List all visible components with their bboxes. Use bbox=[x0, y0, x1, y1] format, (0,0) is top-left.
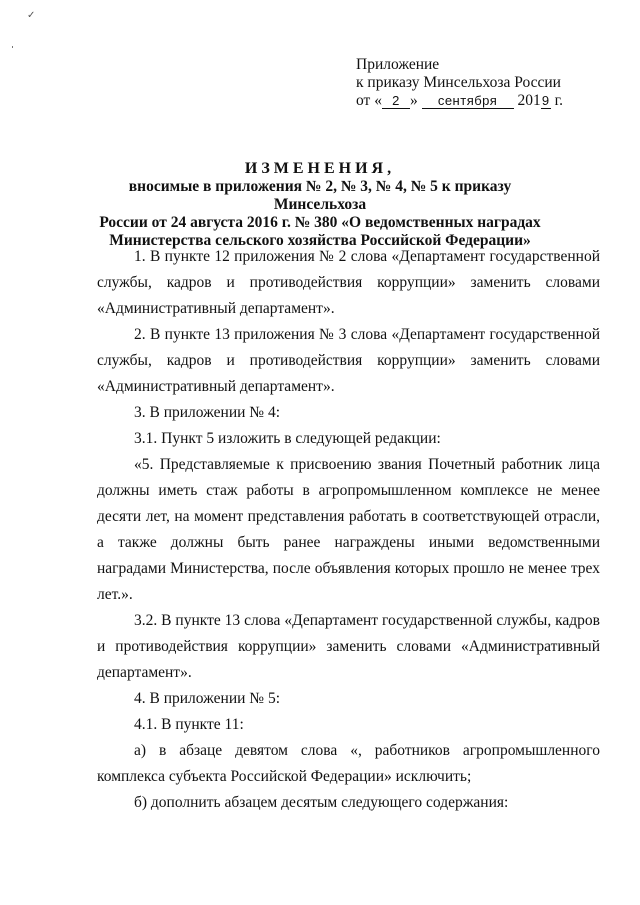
appendix-line-2: к приказу Минсельхоза России bbox=[356, 74, 561, 91]
paragraph-2: 2. В пункте 13 приложения № 3 слова «Департамент государственной службы, кадров и противодействия коррупции» заменить словами «Административный департамент». bbox=[97, 326, 600, 395]
paragraph-b: б) дополнить абзацем десятым следующего содержания: bbox=[134, 794, 509, 811]
paragraph-3: 3. В приложении № 4: bbox=[134, 404, 281, 421]
heading-line-1: вносимые в приложения № 2, № 3, № 4, № 5 к приказу Минсельхоза bbox=[128, 178, 512, 213]
document-body bbox=[97, 244, 600, 816]
paragraph-quote-5: «5. Представляемые к присвоению звания Почетный работник лица должны иметь стаж работы в агропромышленном комплексе не менее десяти лет, на момент представления работать в соответствующей отрасли, а также должны быть ранее награждены иными ведомственными наградами Министерства, после объявления которых прошло не менее трех лет.». bbox=[97, 456, 600, 603]
paragraph-4-1: 4.1. В пункте 11: bbox=[134, 716, 244, 733]
date-prefix: от « bbox=[356, 92, 382, 109]
appendix-block bbox=[356, 56, 563, 110]
appendix-date-line bbox=[356, 92, 563, 110]
date-month-field: сентября bbox=[422, 94, 514, 109]
date-year-prefix: 201 bbox=[517, 92, 541, 109]
date-year-field: 9 bbox=[541, 93, 550, 108]
date-mid: » bbox=[409, 92, 418, 109]
paragraph-3-2: 3.2. В пункте 13 слова «Департамент государственной службы, кадров и противодействия коррупции» заменить словами «Административный департамент». bbox=[97, 612, 600, 681]
heading-line-3: Министерства сельского хозяйства Российской Федерации» bbox=[109, 232, 531, 249]
paragraph-3-1: 3.1. Пункт 5 изложить в следующей редакции: bbox=[134, 430, 441, 447]
date-day-field: 2 bbox=[382, 94, 410, 109]
corner-check-mark: ✓ bbox=[27, 10, 36, 21]
paragraph-1: 1. В пункте 12 приложения № 2 слова «Департамент государственной службы, кадров и противодействия коррупции» заменить словами «Административный департамент». bbox=[97, 248, 600, 317]
paragraph-a: а) в абзаце девятом слова «, работников агропромышленного комплекса субъекта Российской Федерации» исключить; bbox=[97, 742, 600, 785]
document-heading bbox=[90, 160, 550, 250]
scan-speck bbox=[12, 46, 13, 48]
paragraph-4: 4. В приложении № 5: bbox=[134, 690, 281, 707]
appendix-line-1: Приложение bbox=[356, 56, 440, 73]
heading-line-2: России от 24 августа 2016 г. № 380 «О ведомственных наградах bbox=[99, 214, 541, 231]
heading-title: ИЗМЕНЕНИЯ, bbox=[244, 160, 396, 177]
date-year-suffix: г. bbox=[550, 92, 564, 109]
